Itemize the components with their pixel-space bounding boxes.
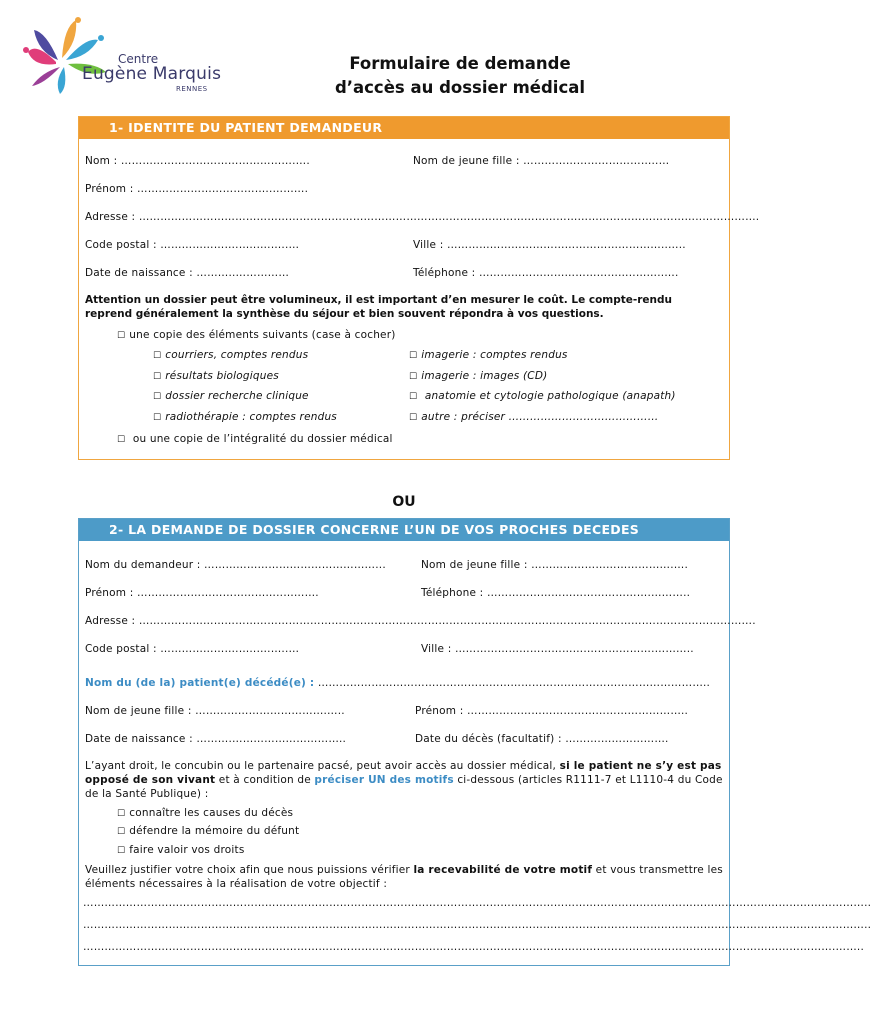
option-copie-elements[interactable] bbox=[117, 329, 396, 341]
section2-heading: 2- LA DEMANDE DE DOSSIER CONCERNE L’UN DE VOS PROCHES DECEDES bbox=[79, 519, 729, 541]
title-line-2: d’accès au dossier médical bbox=[334, 78, 586, 97]
logo-text-city: RENNES bbox=[176, 85, 208, 93]
para2-part-b: la recevabilité de votre motif bbox=[413, 864, 593, 876]
para2-part-a: Veuillez justifier votre choix afin que nous puissions vérifier bbox=[85, 864, 414, 876]
section1-heading: 1- IDENTITE DU PATIENT DEMANDEUR bbox=[79, 117, 729, 139]
field-code-postal[interactable]: Code postal : ………………….…..….…..… bbox=[85, 643, 300, 655]
patient-decede-dots: ……………………………………………………………………………………………….. bbox=[314, 677, 711, 689]
field-telephone[interactable]: Téléphone : ……………………………………….……….. bbox=[421, 587, 691, 599]
justification-line-2[interactable]: ………………………………………………………………………………………………………………………………………………………………………………………………….. bbox=[83, 919, 871, 931]
field-nom-jeune-fille[interactable]: Nom de jeune fille : ………………………………..… bbox=[413, 155, 670, 167]
option-label: anatomie et cytologie pathologique (anapath) bbox=[421, 390, 676, 402]
checkbox-icon[interactable]: ☐ bbox=[409, 372, 418, 382]
checkbox-icon[interactable]: ☐ bbox=[117, 846, 126, 856]
option-radiotherapie[interactable] bbox=[153, 411, 337, 423]
option-copie-integralite[interactable] bbox=[117, 433, 393, 445]
motif-causes-deces[interactable] bbox=[117, 807, 293, 819]
checkbox-icon[interactable]: ☐ bbox=[409, 392, 418, 402]
checkbox-icon[interactable]: ☐ bbox=[117, 331, 126, 341]
field-prenom[interactable]: Prénom : …………………………………..………. bbox=[85, 587, 319, 599]
field-ville[interactable]: Ville : ……………………………………………………..….. bbox=[413, 239, 686, 251]
para1-part-a: L’ayant droit, le concubin ou le partenaire pacsé, peut avoir accès au dossier médical, bbox=[85, 760, 560, 772]
field-date-naissance[interactable]: Date de naissance : ………..…………… bbox=[85, 267, 290, 279]
para1-part-d: préciser UN des motifs bbox=[314, 774, 454, 786]
field-date-deces[interactable]: Date du décès (facultatif) : ……….………………. bbox=[415, 733, 669, 745]
field-telephone[interactable]: Téléphone : ……………………………………..……..…. bbox=[413, 267, 679, 279]
motif-label: défendre la mémoire du défunt bbox=[129, 825, 300, 837]
checkbox-icon[interactable]: ☐ bbox=[409, 413, 418, 423]
logo bbox=[16, 12, 226, 94]
field-ville[interactable]: Ville : ……………………………….……………….……….. bbox=[421, 643, 694, 655]
para1-part-e: ci-dessous (articles R1111-7 et L1110-4 du Code de la Santé Publique) : bbox=[85, 774, 723, 800]
option-label: ou une copie de l’intégralité du dossier médical bbox=[132, 433, 393, 445]
option-label: résultats biologiques bbox=[165, 370, 279, 382]
logo-text-centre: Centre bbox=[118, 52, 159, 66]
ayant-droit-paragraph bbox=[85, 759, 725, 801]
justification-line-1[interactable]: ………………………………………………………………………………………………………………………………………………………………………………………………….. bbox=[83, 897, 871, 909]
title-line-1: Formulaire de demande bbox=[349, 54, 571, 73]
option-label: dossier recherche clinique bbox=[165, 390, 309, 402]
option-label: imagerie : comptes rendus bbox=[421, 349, 568, 361]
checkbox-icon[interactable]: ☐ bbox=[153, 372, 162, 382]
section-deceased-relative bbox=[78, 518, 871, 966]
option-label: imagerie : images (CD) bbox=[421, 370, 548, 382]
motif-label: faire valoir vos droits bbox=[129, 844, 245, 856]
page-title bbox=[300, 52, 620, 100]
justification-line-3[interactable]: ………………………………………………………………………………………………………………………………………………………………………………………….…….. bbox=[83, 941, 865, 953]
para1-part-c: et à condition de bbox=[215, 774, 315, 786]
checkbox-icon[interactable]: ☐ bbox=[117, 435, 126, 445]
field-patient-decede[interactable] bbox=[85, 677, 710, 689]
field-adresse[interactable]: Adresse : ……………………………………………………………………………………………………………………………….………………………. bbox=[85, 615, 756, 627]
checkbox-icon[interactable]: ☐ bbox=[153, 413, 162, 423]
para2-part-c: et vous transmettre les éléments nécessaires à la réalisation de votre objectif : bbox=[85, 864, 723, 890]
section-patient-identity bbox=[78, 116, 760, 460]
checkbox-icon[interactable]: ☐ bbox=[117, 809, 126, 819]
cost-warning: Attention un dossier peut être volumineux, il est important d’en mesurer le coût. Le compte-rendu reprend généralement la synthèse du séjour et bien souvent répondra à vos questions. bbox=[85, 294, 673, 320]
option-label: une copie des éléments suivants (case à cocher) bbox=[129, 329, 396, 341]
checkbox-icon[interactable]: ☐ bbox=[409, 351, 418, 361]
field-code-postal[interactable]: Code postal : ………………….…..….…..… bbox=[85, 239, 300, 251]
option-label: autre : préciser …………………………………… bbox=[421, 411, 659, 423]
option-label: courriers, comptes rendus bbox=[165, 349, 309, 361]
justification-paragraph bbox=[85, 863, 725, 891]
option-resultats-bio[interactable] bbox=[153, 370, 279, 382]
checkbox-icon[interactable]: ☐ bbox=[153, 392, 162, 402]
option-imagerie-cd[interactable] bbox=[409, 370, 547, 382]
motif-label: connaître les causes du décès bbox=[129, 807, 294, 819]
field-prenom-patient[interactable]: Prénom : …………………………………………………….. bbox=[415, 705, 689, 717]
option-imagerie-cr[interactable] bbox=[409, 349, 568, 361]
field-nom-demandeur[interactable]: Nom du demandeur : …………………………………………... bbox=[85, 559, 386, 571]
field-nom-jeune-fille[interactable]: Nom de jeune fille : ………………………………….…. bbox=[421, 559, 688, 571]
option-recherche-clinique[interactable] bbox=[153, 390, 309, 402]
option-autre[interactable] bbox=[409, 411, 658, 423]
logo-text-name: Eugène Marquis bbox=[82, 64, 222, 84]
option-courriers[interactable] bbox=[153, 349, 308, 361]
option-anapath[interactable] bbox=[409, 390, 676, 402]
para1-part-b: si le patient ne s’y est pas opposé de son vivant bbox=[85, 760, 722, 786]
motif-memoire-defunt[interactable] bbox=[117, 825, 299, 837]
field-nom-jeune-fille-patient[interactable]: Nom de jeune fille : ……………………………….….. bbox=[85, 705, 345, 717]
checkbox-icon[interactable]: ☐ bbox=[153, 351, 162, 361]
field-adresse[interactable]: Adresse : …………………………………………………………………………………………………………………………………………..……………. bbox=[85, 211, 760, 223]
field-date-naissance-patient[interactable]: Date de naissance : ……….………………………….. bbox=[85, 733, 347, 745]
ou-separator: OU bbox=[392, 494, 416, 510]
patient-decede-label: Nom du (de la) patient(e) décédé(e) : bbox=[85, 677, 315, 689]
field-nom[interactable]: Nom : ………………………………………….…. bbox=[85, 155, 310, 167]
option-label: radiothérapie : comptes rendus bbox=[165, 411, 337, 423]
checkbox-icon[interactable]: ☐ bbox=[117, 827, 126, 837]
field-prenom[interactable]: Prénom : ………………………………..………. bbox=[85, 183, 309, 195]
motif-faire-valoir-droits[interactable] bbox=[117, 844, 245, 856]
